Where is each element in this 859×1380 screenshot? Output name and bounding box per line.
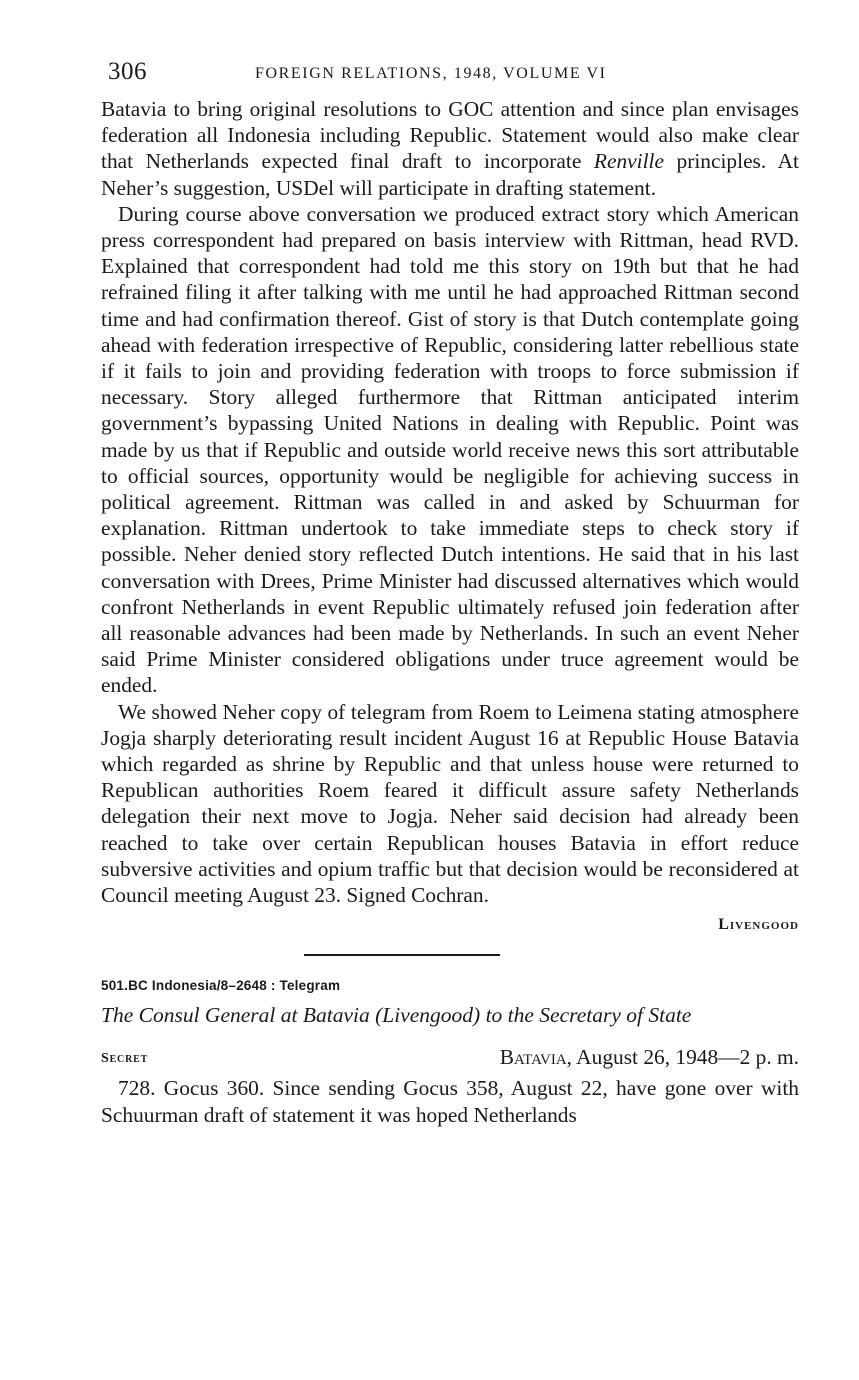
signature: Livengood bbox=[718, 916, 799, 934]
paragraph-1-text-a: Batavia to bring original resolutions to GOC attention and since plan envisages federation all Indonesia including Republic. Statement would also make clear that Netherlands expected final draft to incorporate bbox=[101, 97, 799, 174]
paragraph-telegram-opening: 728. Gocus 360. Since sending Gocus 358, August 22, have gone over with Schuurman draft of statement it was hoped Netherlands bbox=[101, 1076, 799, 1127]
date-time: , August 26, 1948—2 p. m. bbox=[566, 1045, 799, 1070]
running-title: FOREIGN RELATIONS, 1948, VOLUME VI bbox=[255, 65, 607, 82]
document-heading: The Consul General at Batavia (Livengood) to the Secretary of State bbox=[101, 1003, 692, 1028]
running-head bbox=[101, 56, 799, 96]
page-number: 306 bbox=[108, 58, 147, 85]
place-name: Batavia bbox=[499, 1045, 567, 1070]
paragraph-3: We showed Neher copy of telegram from Roem to Leimena stating atmosphere Jogja sharply deteriorating result incident August 16 at Republic House Batavia which regarded as shrine by Republic and that unless house were returned to Republican authorities Roem feared it difficult assure safety Netherlands delegation their next move to Jogja. Neher said decision had already been reached to take over certain Republican houses Batavia in effort reduce subversive activities and opium traffic but that decision would be reconsidered at Council meeting August 23. Signed Cochran. bbox=[101, 699, 799, 908]
place-date bbox=[500, 1045, 799, 1070]
paragraph-1-text-b: principles. At Neher’s suggestion, USDel will participate in drafting statement. bbox=[101, 149, 799, 200]
classification-label: Secret bbox=[101, 1051, 149, 1067]
document-page bbox=[101, 56, 799, 1128]
paragraph-1-italic: Renville bbox=[593, 149, 664, 174]
dateline bbox=[101, 1045, 799, 1073]
paragraph-continued bbox=[101, 96, 799, 201]
file-reference: 501.BC Indonesia/8–2648 : Telegram bbox=[101, 978, 341, 994]
paragraph-2: During course above conversation we produced extract story which American press correspondent had prepared on basis interview with Rittman, head RVD. Explained that correspondent had told me this story on 19th but that he had refrained filing it after talking with me until he had approached Rittman second time and had confirmation thereof. Gist of story is that Dutch contemplate going ahead with federation irrespective of Republic, considering latter rebellious state if it fails to join and providing federation with troops to force submission if necessary. Story alleged furthermore that Rittman anticipated interim government’s bypassing United Nations in dealing with Republic. Point was made by us that if Republic and outside world receive news this sort attributable to official sources, opportunity would be negligible for achieving success in political agreement. Rittman was called in and asked by Schuurman for explanation. Rittman undertook to take immediate steps to check story if possible. Neher denied story reflected Dutch intentions. He said that in his last conversation with Drees, Prime Minister had discussed alternatives which would confront Netherlands in event Republic ultimately refused join federation after all reasonable advances had been made by Netherlands. In such an event Neher said Prime Minister considered obligations under truce agreement would be ended. bbox=[101, 201, 799, 698]
section-divider bbox=[304, 954, 500, 956]
